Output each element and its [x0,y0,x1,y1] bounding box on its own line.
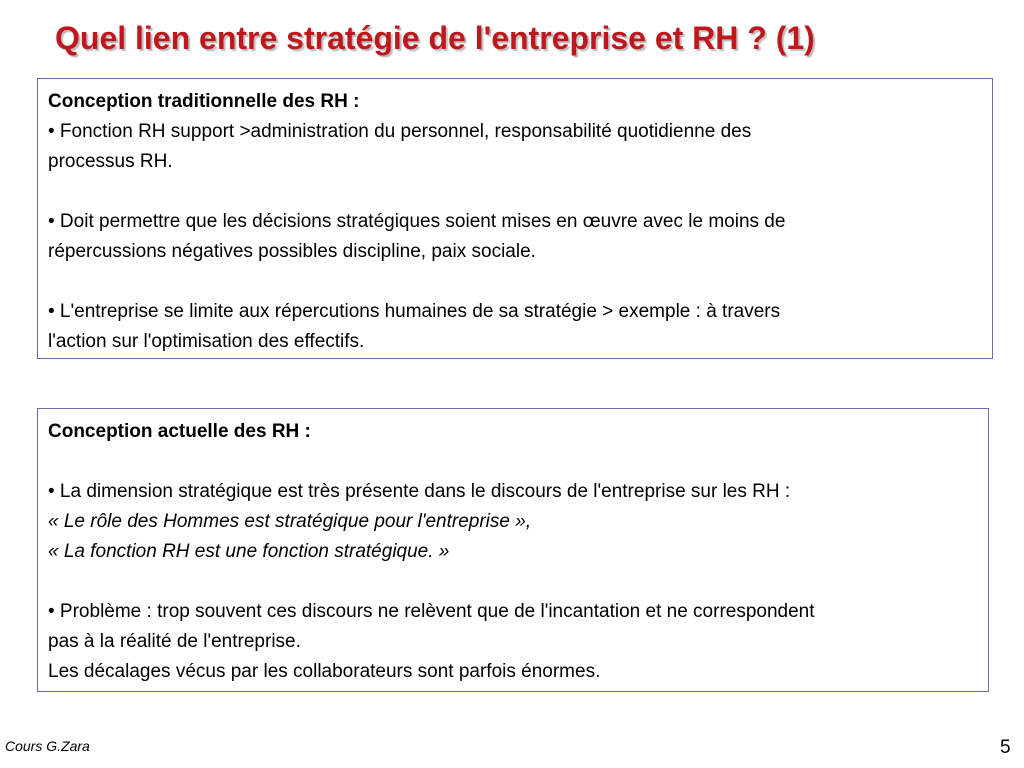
box1-line: • Fonction RH support >administration du personnel, responsabilité quotidienne des [48,121,752,142]
slide-title: Quel lien entre stratégie de l'entreprise et RH ? (1) [55,20,815,56]
box1-line: • Doit permettre que les décisions stratégiques soient mises en œuvre avec le moins de [48,211,786,232]
traditional-hr-heading: Conception traditionnelle des RH : [48,91,360,112]
box2-line [48,567,978,597]
traditional-hr-box [37,78,993,359]
footer-author: Cours G.Zara [5,738,90,754]
box2-line: Les décalages vécus par les collaborateurs sont parfois énormes. [48,661,601,682]
box1-line: • L'entreprise se limite aux répercutions humaines de sa stratégie > exemple : à travers [48,301,781,322]
box1-line [48,267,982,297]
quote-line: « La fonction RH est une fonction stratégique. » [48,541,450,562]
current-hr-heading: Conception actuelle des RH : [48,421,311,442]
page-number: 5 [1000,737,1011,758]
box2-line: • Problème : trop souvent ces discours ne relèvent que de l'incantation et ne correspondent [48,601,815,622]
quote-line: « Le rôle des Hommes est stratégique pour l'entreprise », [48,511,532,532]
box1-line [48,177,982,207]
current-hr-box [37,408,989,692]
box2-line [48,447,978,477]
box1-line: processus RH. [48,151,173,172]
box2-line: • La dimension stratégique est très présente dans le discours de l'entreprise sur les RH : [48,481,791,502]
box1-line: l'action sur l'optimisation des effectifs. [48,331,365,352]
box1-line: répercussions négatives possibles discipline, paix sociale. [48,241,536,262]
box2-line: pas à la réalité de l'entreprise. [48,631,301,652]
